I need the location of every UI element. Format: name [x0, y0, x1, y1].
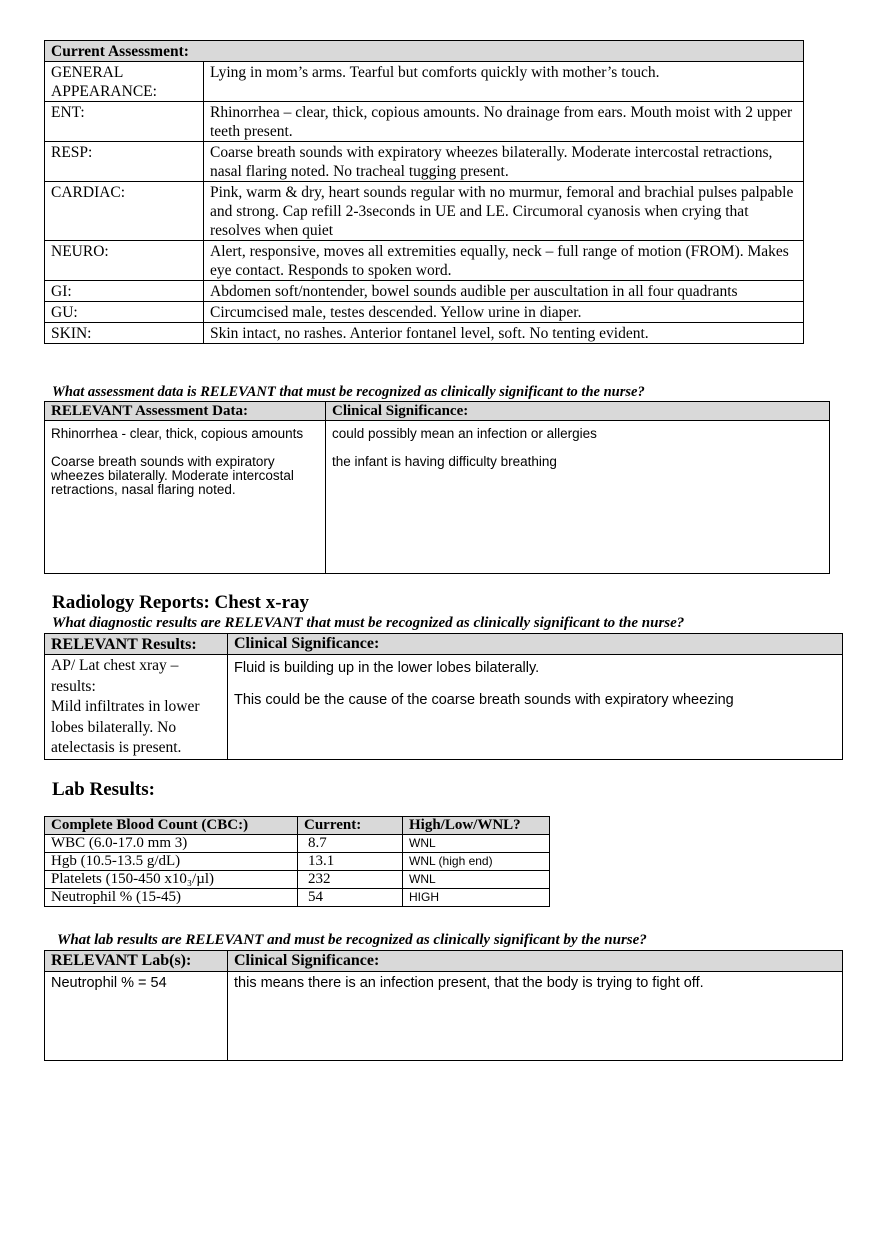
- current-header: Current:: [298, 817, 403, 835]
- assessment-row: [45, 62, 804, 102]
- current-assessment-table: [44, 40, 804, 344]
- assessment-row: [45, 302, 804, 323]
- radiology-question: What diagnostic results are RELEVANT that must be recognized as clinically significant to the nurse?: [52, 615, 685, 631]
- assessment-row: [45, 142, 804, 182]
- relevant-assessment-header: RELEVANT Assessment Data:: [45, 402, 326, 421]
- assessment-text: Circumcised male, testes descended. Yellow urine in diaper.: [204, 302, 804, 323]
- result-line: AP/ Lat chest xray –: [51, 657, 179, 674]
- relevant-results-header: RELEVANT Results:: [45, 634, 228, 655]
- relevant-labs-header: RELEVANT Lab(s):: [45, 951, 228, 972]
- radiology-significance-cell: [228, 655, 843, 760]
- radiology-table: [44, 633, 843, 760]
- lab-status: WNL: [403, 871, 550, 889]
- clinical-significance-header: Clinical Significance:: [228, 951, 843, 972]
- significance-item: the infant is having difficulty breathing: [332, 454, 557, 469]
- result-line: results:: [51, 677, 96, 695]
- lab-current: 13.1: [298, 853, 403, 871]
- assessment-row: [45, 241, 804, 281]
- relevant-data-item: Coarse breath sounds with expiratory wheezes bilaterally. Moderate intercostal retractions, nasal flaring noted.: [51, 454, 294, 497]
- table-row: [45, 889, 550, 907]
- assessment-row: [45, 281, 804, 302]
- assessment-label: CARDIAC:: [45, 182, 204, 241]
- lab-name: Hgb (10.5-13.5 g/dL): [45, 853, 298, 871]
- assessment-text: Skin intact, no rashes. Anterior fontanel level, soft. No tenting evident.: [204, 323, 804, 344]
- lab-name: Neutrophil % (15-45): [45, 889, 298, 907]
- significance-item: could possibly mean an infection or allergies: [332, 426, 597, 441]
- clinical-significance-cell: [326, 421, 830, 574]
- status-header: High/Low/WNL?: [403, 817, 550, 835]
- assessment-text: Abdomen soft/nontender, bowel sounds audible per auscultation in all four quadrants: [204, 281, 804, 302]
- table-row: [45, 853, 550, 871]
- lab-name: Platelets (150-450 x10₃/µl): [45, 871, 298, 889]
- assessment-label: GENERAL APPEARANCE:: [45, 62, 204, 102]
- labs-question: What lab results are RELEVANT and must be recognized as clinically significant by the nurse?: [57, 932, 647, 948]
- relevant-assessment-cell: [45, 421, 326, 574]
- relevant-data-item: Rhinorrhea - clear, thick, copious amounts: [51, 426, 304, 441]
- cbc-table: [44, 816, 550, 907]
- significance-item: Fluid is building up in the lower lobes bilaterally.: [234, 660, 540, 676]
- lab-status: WNL: [403, 835, 550, 853]
- lab-current: 8.7: [298, 835, 403, 853]
- relevant-labs-table: [44, 950, 843, 1061]
- table-row: [45, 835, 550, 853]
- lab-results-heading: Lab Results:: [52, 779, 155, 800]
- current-assessment-header: Current Assessment:: [45, 41, 804, 62]
- assessment-label: NEURO:: [45, 241, 204, 281]
- radiology-results-cell: [45, 655, 228, 760]
- assessment-label: RESP:: [45, 142, 204, 182]
- assessment-text: Rhinorrhea – clear, thick, copious amounts. No drainage from ears. Mouth moist with 2 upper teeth present.: [204, 102, 804, 142]
- relevant-lab-cell: Neutrophil % = 54: [45, 972, 228, 1061]
- result-line: Mild infiltrates in lower lobes bilaterally. No atelectasis is present.: [51, 698, 200, 756]
- radiology-heading: Radiology Reports: Chest x-ray: [52, 592, 310, 613]
- lab-current: 54: [298, 889, 403, 907]
- assessment-label: GU:: [45, 302, 204, 323]
- assessment-text: Lying in mom’s arms. Tearful but comforts quickly with mother’s touch.: [204, 62, 804, 102]
- assessment-label: ENT:: [45, 102, 204, 142]
- cbc-header: Complete Blood Count (CBC:): [45, 817, 298, 835]
- lab-status: WNL (high end): [403, 853, 550, 871]
- lab-current: 232: [298, 871, 403, 889]
- clinical-significance-header: Clinical Significance:: [326, 402, 830, 421]
- lab-status: HIGH: [403, 889, 550, 907]
- assessment-label: GI:: [45, 281, 204, 302]
- assessment-text: Coarse breath sounds with expiratory wheezes bilaterally. Moderate intercostal retractions, nasal flaring noted. No tracheal tugging present.: [204, 142, 804, 182]
- relevant-assessment-table: [44, 401, 830, 574]
- assessment-question: What assessment data is RELEVANT that must be recognized as clinically significant to the nurse?: [52, 384, 645, 400]
- assessment-row: [45, 182, 804, 241]
- assessment-text: Alert, responsive, moves all extremities equally, neck – full range of motion (FROM). Makes eye contact. Responds to spoken word.: [204, 241, 804, 281]
- clinical-significance-header: Clinical Significance:: [228, 634, 843, 655]
- lab-significance-cell: this means there is an infection present, that the body is trying to fight off.: [228, 972, 843, 1061]
- assessment-text: Pink, warm & dry, heart sounds regular with no murmur, femoral and brachial pulses palpable and strong. Cap refill 2-3seconds in UE and LE. Circumoral cyanosis when crying that resolves when quiet: [204, 182, 804, 241]
- assessment-row: [45, 323, 804, 344]
- table-row: [45, 871, 550, 889]
- lab-name: WBC (6.0-17.0 mm 3): [45, 835, 298, 853]
- assessment-label: SKIN:: [45, 323, 204, 344]
- assessment-row: [45, 102, 804, 142]
- significance-item: This could be the cause of the coarse breath sounds with expiratory wheezing: [234, 692, 734, 708]
